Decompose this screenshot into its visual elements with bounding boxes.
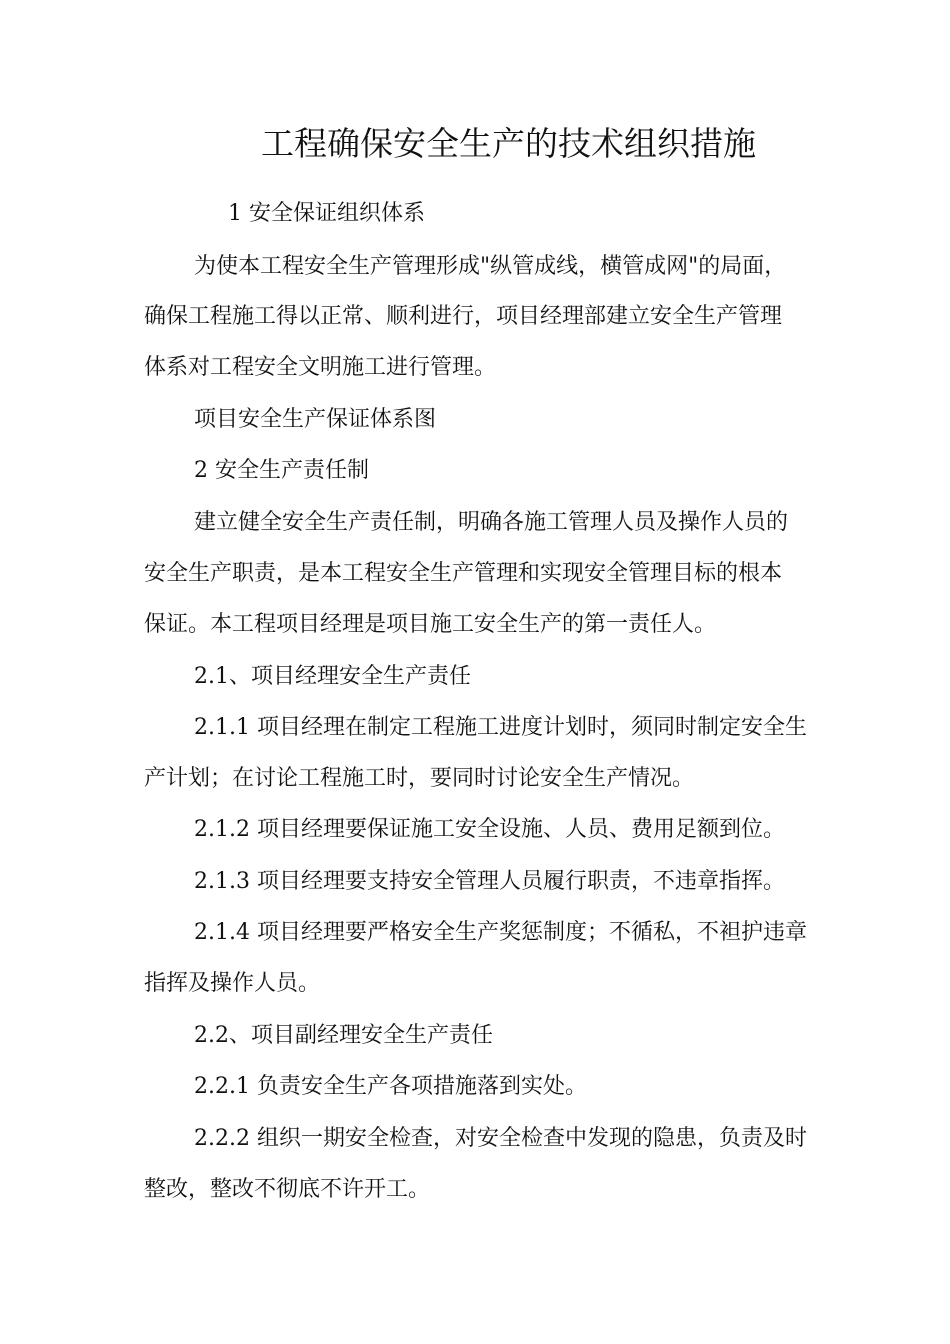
document-title: 工程确保安全生产的技术组织措施 [261,124,756,163]
paragraph-line: 2.1.2 项目经理要保证施工安全设施、人员、费用足额到位。 [194,817,785,842]
paragraph-line: 整改，整改不彻底不许开工。 [144,1177,431,1202]
paragraph-line: 保证。本工程项目经理是项目施工安全生产的第一责任人。 [144,612,717,637]
paragraph-line: 安全生产职责，是本工程安全生产管理和实现安全管理目标的根本 [144,561,783,586]
figure-caption: 项目安全生产保证体系图 [194,407,437,432]
paragraph-line: 2.2.1 负责安全生产各项措施落到实处。 [194,1074,587,1099]
paragraph-line: 2.1.4 项目经理要严格安全生产奖惩制度；不循私，不袒护违章 [194,920,807,945]
paragraph-line: 2.1.1 项目经理在制定工程施工进度计划时，须同时制定安全生 [194,715,807,740]
paragraph-line: 建立健全安全生产责任制，明确各施工管理人员及操作人员的 [194,510,789,535]
paragraph-line: 体系对工程安全文明施工进行管理。 [144,355,497,380]
paragraph-line: 2.2.2 组织一期安全检查，对安全检查中发现的隐患，负责及时 [194,1126,807,1151]
section-heading-2: 2 安全生产责任制 [194,458,369,483]
paragraph-line: 2.1.3 项目经理要支持安全管理人员履行职责，不违章指挥。 [194,869,785,894]
paragraph-line: 指挥及操作人员。 [144,971,321,996]
paragraph-line: 为使本工程安全生产管理形成"纵管成线，横管成网"的局面， [194,254,787,279]
subsection-heading-2-2: 2.2、项目副经理安全生产责任 [194,1023,493,1048]
paragraph-line: 产计划；在讨论工程施工时，要同时讨论安全生产情况。 [144,766,695,791]
paragraph-line: 确保工程施工得以正常、顺利进行，项目经理部建立安全生产管理 [144,304,783,329]
subsection-heading-2-1: 2.1、项目经理安全生产责任 [194,664,471,689]
section-heading-1: 1 安全保证组织体系 [228,201,425,226]
